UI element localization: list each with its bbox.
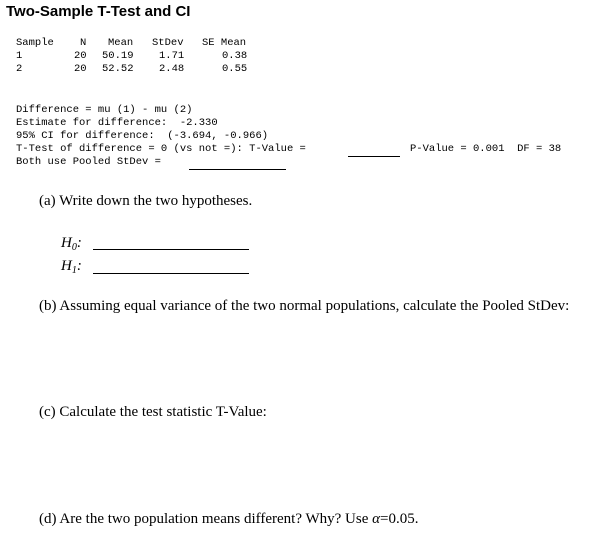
table-cell: 52.52: [102, 63, 134, 75]
h0-blank: [93, 249, 249, 250]
table-cell: 2.48: [159, 63, 185, 75]
table-cell: 20: [74, 63, 87, 75]
table-header-se-mean: SE Mean: [202, 37, 247, 49]
table-header-sample: Sample: [16, 37, 54, 49]
table-cell: 50.19: [102, 50, 134, 62]
ttest-line: T-Test of difference = 0 (vs not =): T-Value =: [16, 143, 306, 155]
h0-label: $H_0$:: [61, 235, 82, 253]
table-cell: 1.71: [159, 50, 185, 62]
t-value-blank: [348, 156, 400, 157]
page-title: Two-Sample T-Test and CI: [6, 3, 191, 20]
pooled-line: Both use Pooled StDev =: [16, 156, 161, 168]
h1-blank: [93, 273, 249, 274]
table-cell: 0.38: [222, 50, 248, 62]
h1-label: $H_1$:: [61, 258, 82, 276]
ci-line: 95% CI for difference: (-3.694, -0.966): [16, 130, 269, 142]
table-header-mean: Mean: [108, 37, 134, 49]
question-c: (c) Calculate the test statistic T-Value:: [39, 404, 267, 420]
question-d: (d) Are the two population means different? Why? Use α=0.05.: [39, 511, 419, 527]
table-header-n: N: [80, 37, 87, 49]
question-b: (b) Assuming equal variance of the two normal populations, calculate the Pooled StDev:: [39, 298, 570, 314]
table-cell: 1: [16, 50, 23, 62]
pooled-stdev-blank: [189, 169, 286, 170]
table-header-stdev: StDev: [152, 37, 184, 49]
pvalue-line: P-Value = 0.001 DF = 38: [410, 143, 562, 155]
table-cell: 20: [74, 50, 87, 62]
question-a: (a) Write down the two hypotheses.: [39, 193, 253, 209]
difference-line: Difference = mu (1) - mu (2): [16, 104, 193, 116]
table-cell: 0.55: [222, 63, 248, 75]
table-cell: 2: [16, 63, 23, 75]
estimate-line: Estimate for difference: -2.330: [16, 117, 218, 129]
